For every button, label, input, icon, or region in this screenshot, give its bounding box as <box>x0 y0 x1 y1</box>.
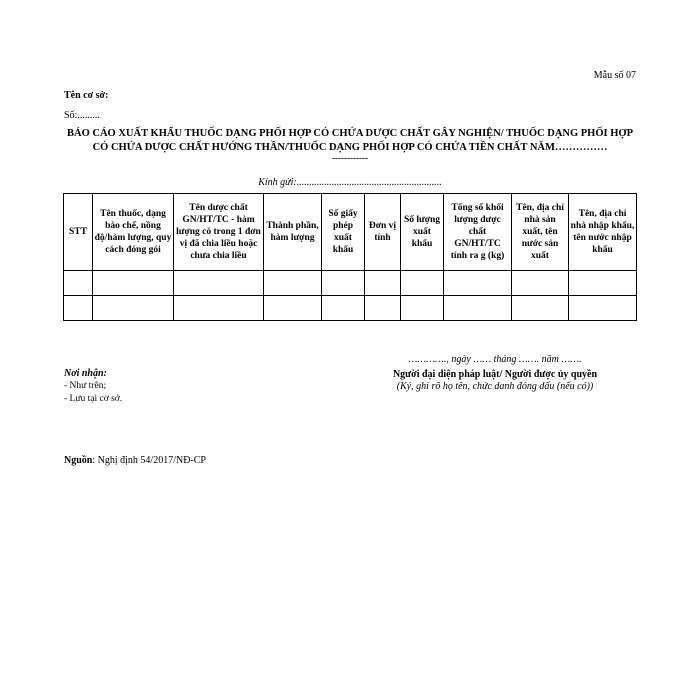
recipient-item: - Lưu tại cơ sở. <box>64 394 123 404</box>
table-cell[interactable] <box>264 296 322 321</box>
table-cell[interactable] <box>512 271 569 296</box>
table-cell[interactable] <box>401 296 444 321</box>
source-line <box>64 455 206 466</box>
table-cell[interactable] <box>93 271 174 296</box>
date-line: …………., ngày …… tháng ……. năm ……. <box>408 354 582 365</box>
table-cell[interactable] <box>322 271 365 296</box>
table-cell[interactable] <box>512 296 569 321</box>
signer-title: Người đại diện pháp luật/ Người được ủy quyền <box>392 369 598 380</box>
table-cell[interactable] <box>64 271 93 296</box>
document-number: Số:......... <box>64 110 100 121</box>
table-cell[interactable] <box>569 296 637 321</box>
table-row <box>64 271 637 296</box>
addressee-line: Kính gửi:.......................................................... <box>258 177 442 188</box>
facility-name-label: Tên cơ sở: <box>64 90 109 101</box>
recipients-title: Nơi nhận: <box>64 368 107 379</box>
recipient-item: - Như trên; <box>64 381 107 391</box>
column-header-active-substance: Tên dược chất GN/HT/TC - hàm lượng có trong 1 đơn vị đã chia liều hoặc chưa chia liều <box>174 194 264 271</box>
export-report-table <box>63 193 637 321</box>
table-cell[interactable] <box>93 296 174 321</box>
table-cell[interactable] <box>264 271 322 296</box>
column-header-export-license: Số giấy phép xuất khẩu <box>322 194 365 271</box>
table-cell[interactable] <box>174 271 264 296</box>
column-header-total-mass: Tổng số khối lượng dược chất GN/HT/TC tính ra g (kg) <box>444 194 512 271</box>
column-header-manufacturer: Tên, địa chỉ nhà sản xuất, tên nước sản xuất <box>512 194 569 271</box>
table-cell[interactable] <box>64 296 93 321</box>
source-text: : Nghị định 54/2017/NĐ-CP <box>92 455 206 466</box>
table-cell[interactable] <box>444 271 512 296</box>
column-header-unit: Đơn vị tính <box>365 194 401 271</box>
column-header-export-quantity: Số lượng xuất khẩu <box>401 194 444 271</box>
column-header-drug-name: Tên thuốc, dạng bào chế, nồng độ/hàm lượng, quy cách đóng gói <box>93 194 174 271</box>
table-cell[interactable] <box>322 296 365 321</box>
column-header-importer: Tên, địa chỉ nhà nhập khẩu, tên nước nhập khẩu <box>569 194 637 271</box>
source-label: Nguồn <box>64 455 93 466</box>
report-title: BÁO CÁO XUẤT KHẨU THUỐC DẠNG PHỐI HỢP CÓ CHỨA DƯỢC CHẤT GÂY NGHIỆN/ THUỐC DẠNG PHỐI HỢP CÓ CHỨA DƯỢC CHẤT HƯỚNG THẦN/THUỐC DẠNG PHỐI HỢP CÓ CHỨA TIỀN CHẤT NĂM…………… <box>67 128 633 153</box>
column-header-composition: Thành phần, hàm lượng <box>264 194 322 271</box>
column-header-stt: STT <box>64 194 93 271</box>
signer-note: (Ký, ghi rõ họ tên, chức danh đóng dấu (nếu có)) <box>396 381 594 392</box>
table-cell[interactable] <box>401 271 444 296</box>
table-row <box>64 296 637 321</box>
title-underline: ------------ <box>332 153 368 163</box>
table-cell[interactable] <box>365 271 401 296</box>
table-cell[interactable] <box>365 296 401 321</box>
form-number: Mẫu số 07 <box>593 70 636 81</box>
table-cell[interactable] <box>174 296 264 321</box>
table-header-row <box>64 194 637 271</box>
table-cell[interactable] <box>444 296 512 321</box>
table-cell[interactable] <box>569 271 637 296</box>
